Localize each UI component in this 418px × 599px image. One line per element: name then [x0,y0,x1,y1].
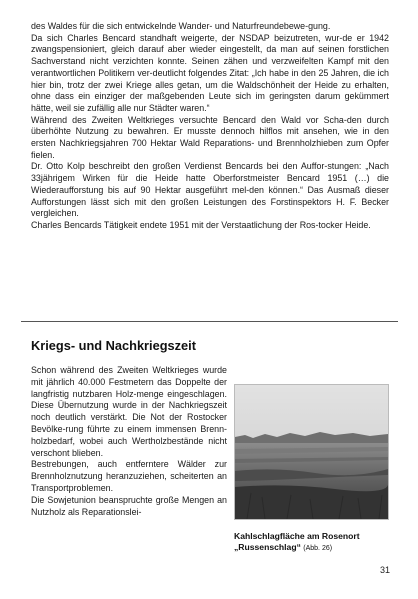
clearcut-photo [234,384,389,520]
lower-text-block [31,365,227,518]
caption-line-2 [234,542,394,554]
paragraph: Schon während des Zweiten Weltkrieges wurde mit jährlich 40.000 Festmetern das Doppelte der langfristig nutzbaren Holz-menge eingeschlagen. Diese Übernutzung wurde in der Nachkriegszeit noch deutlich verstärkt. Die Not der Rostocker Bevölke-rung führte zu einem immensen Brenn-holzbedarf, wobei auch Wertholzbestände nicht verschont blieben. [31,365,227,458]
paragraph: Die Sowjetunion beanspruchte große Mengen an Nutzholz als Reparationslei- [31,494,227,517]
paragraph: Bestrebungen, auch entferntere Wälder zur Brennholznutzung heranzuziehen, scheiterten an Transportproblemen. [31,459,227,493]
page-number: 31 [380,565,391,575]
paragraph: Charles Bencards Tätigkeit endete 1951 mit der Verstaatlichung der Ros-tocker Heide. [31,219,371,230]
caption-line: Kahlschlagfläche am Rosenort [234,531,360,541]
paragraph: Da sich Charles Bencard standhaft weigerte, der NSDAP beizutreten, wur-de er 1942 zwangspensioniert, gleich darauf aber wieder eingestellt, da man auf seinen forstlichen Sachverstand nicht verzichten konnte. Seinen zähen und verzweifelten Kampf mit den verantwortlichen Politikern ver-deutlicht folgendes Zitat: „Ich habe in den 25 Jahren, die ich hier bin, trotz der zwei Kriege alles getan, um die Waldschönheit der Heide zu erhalten, ohne dass ein einziger der maßgebenden Leute sich im geringsten darum gekümmert hätte, weil sie zufällig alle nur Städter waren.“ [31,32,389,113]
upper-text-block [31,21,389,232]
photo-caption [234,531,394,554]
paragraph: des Waldes für die sich entwickelnde Wander- und Naturfreundebewe-gung. [31,21,331,31]
figure-reference: (Abb. 26) [303,545,333,552]
caption-title: „Russenschlag“ [234,542,301,552]
section-heading: Kriegs- und Nachkriegszeit [31,338,196,353]
section-divider [21,321,398,322]
paragraph: Dr. Otto Kolp beschreibt den großen Verdienst Bencards bei den Auffor-stungen: „Nach 33jährigem Wirken für die Heide hatte Oberforstmeister Bencard 1951 (…) die Wiederaufforstung bis auf 90 Hektar ausgeführt mel-den können.“ Das Ausmaß dieser Aufforstungen lässt sich mit den großen Leistungen des Forstinspektors H. F. Becker vergleichen. [31,161,389,219]
paragraph: Während des Zweiten Weltkrieges versuchte Bencard den Wald vor Scha-den durch überhöhte Nutzung zu bewahren. Er musste dennoch hilflos mit ansehen, wie in den ersten Nachkriegsjahren 700 Hektar Wald Reparations- und Brennholzhieben zum Opfer fielen. [31,114,389,160]
